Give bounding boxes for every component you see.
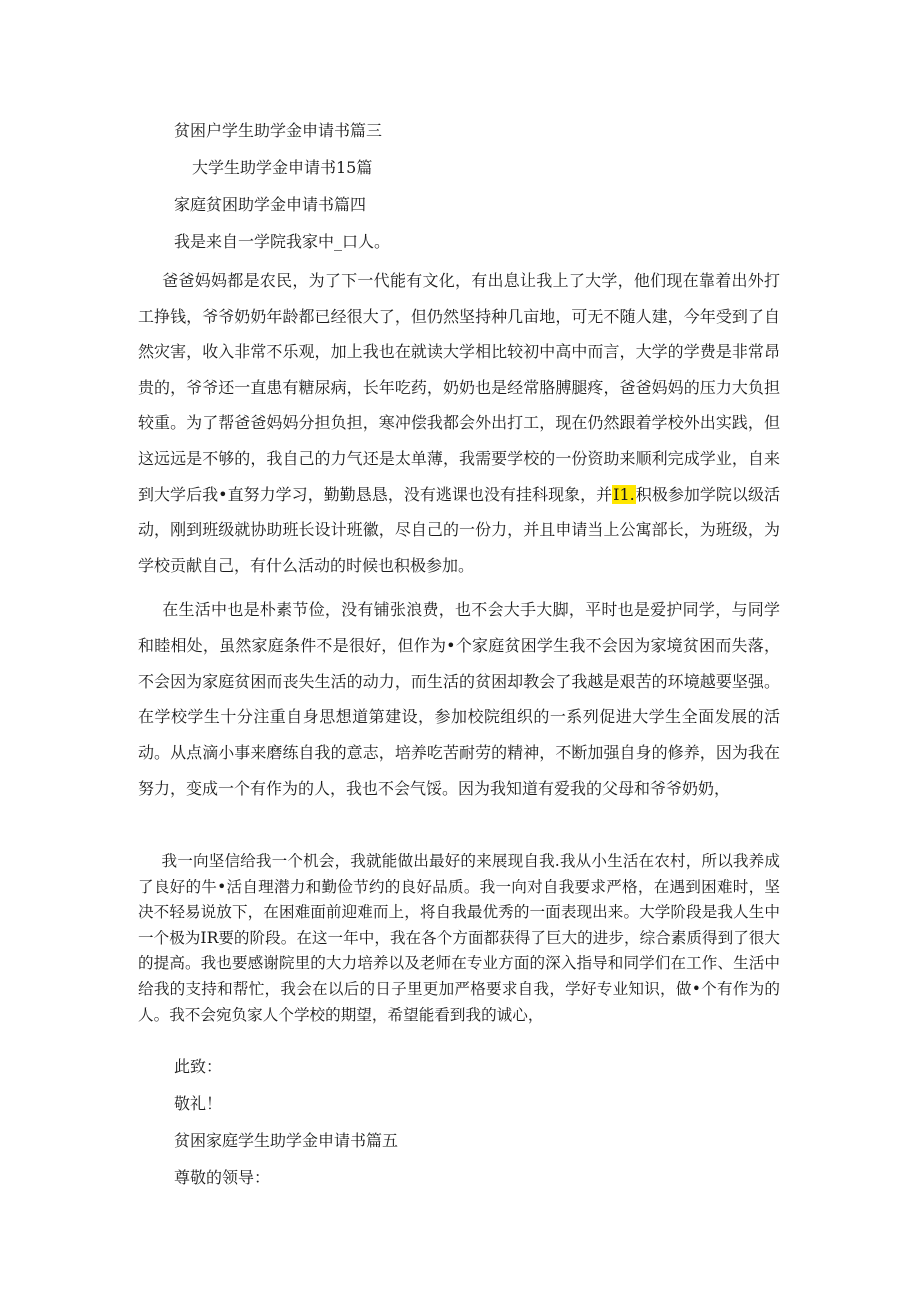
paragraph-text: 积极参加学院以级活动，刚到班级就协助班长设计班徽，尽自己的一份力，并且申请当上公寓部长，为班级，为学校贡献自己，有什么活动的时候也积极参加。 <box>138 484 780 575</box>
paragraph-text: 爸爸妈妈都是农民，为了下一代能有文化，有出息让我上了大学，他们现在靠着出外打工挣钱，爷爷奶奶年龄都已经很大了，但仍然坚持种几亩地，可无不随人建，今年受到了自然灾害，收入非常不乐观，加上我也在就读大学相比较初中高中而言，大学的学费是非常昂贵的，爷爷还一直患有糖尿病，长年吃药，奶奶也是经常胳膊腿疼，爸爸妈妈的压力大负担较重。为了帮爸爸妈妈分担负担，寒冲偿我都会外出打工，现在仍然跟着学校外出实践，但这远远是不够的，我自己的力气还是太单薄，我需要学校的一份资助来顺利完成学业，自来到大学后我•直努力学习，勤勤恳恳，没有逃课也没有挂科现象，并 <box>138 271 780 504</box>
heading-section-5: 贫困家庭学生助学金申请书篇五 <box>174 1131 399 1150</box>
heading-main-title: 大学生助学金申请书15篇 <box>192 158 373 177</box>
closing-regards: 此致： <box>174 1057 223 1076</box>
closing-salute: 敬礼！ <box>174 1094 223 1113</box>
intro-line: 我是来自一学院我家中_口人。 <box>174 232 391 251</box>
highlighted-text: I1. <box>613 484 635 504</box>
salutation: 尊敬的领导： <box>174 1168 271 1187</box>
paragraph-family-situation <box>138 263 780 583</box>
heading-section-4: 家庭贫困助学金申请书篇四 <box>174 195 367 214</box>
paragraph-text: 在生活中也是朴素节俭，没有铺张浪费，也不会大手大脚，平时也是爱护同学，与同学和睦相处，虽然家庭条件不是很好，但作为•个家庭贫困学生我不会因为家境贫困而失落，不会因为家庭贫困而丧失生活的动力，而生活的贫困却教会了我越是艰苦的环境越要坚强。在学校学生十分注重自身思想道第建设，参加校院组织的一系列促进大学生全面发展的活动。从点滴小事来磨练自我的意志，培养吃苦耐劳的精神，不断加强自身的修养，因为我在努力，变成一个有作为的人，我也不会气馁。因为我知道有爱我的父母和爷爷奶奶， <box>138 600 780 798</box>
paragraph-self-belief <box>138 849 780 1028</box>
heading-section-3: 贫困户学生助学金申请书篇三 <box>174 121 383 140</box>
paragraph-daily-life <box>138 592 780 807</box>
paragraph-text: 我一向坚信给我一个机会，我就能做出最好的来展现自我.我从小生活在农村，所以我养成了良好的牛•活自理潜力和勤俭节约的良好品质。我一向对自我要求严格，在遇到困难时，坚决不轻易说放下，在困难面前迎难而上，将自我最优秀的一面表现出来。大学阶段是我人生中一个极为IR要的阶段。在这一年中，我在各个方面都获得了巨大的进步，综合素质得到了很大的提高。我也要感谢院里的大力培养以及老师在专业方面的深入指导和同学们在工作、生活中给我的支持和帮忙，我会在以后的日子里更加严格要求自我，学好专业知识，做•个有作为的人。我不会宛负家人个学校的期望，希望能看到我的诚心， <box>138 852 780 1024</box>
